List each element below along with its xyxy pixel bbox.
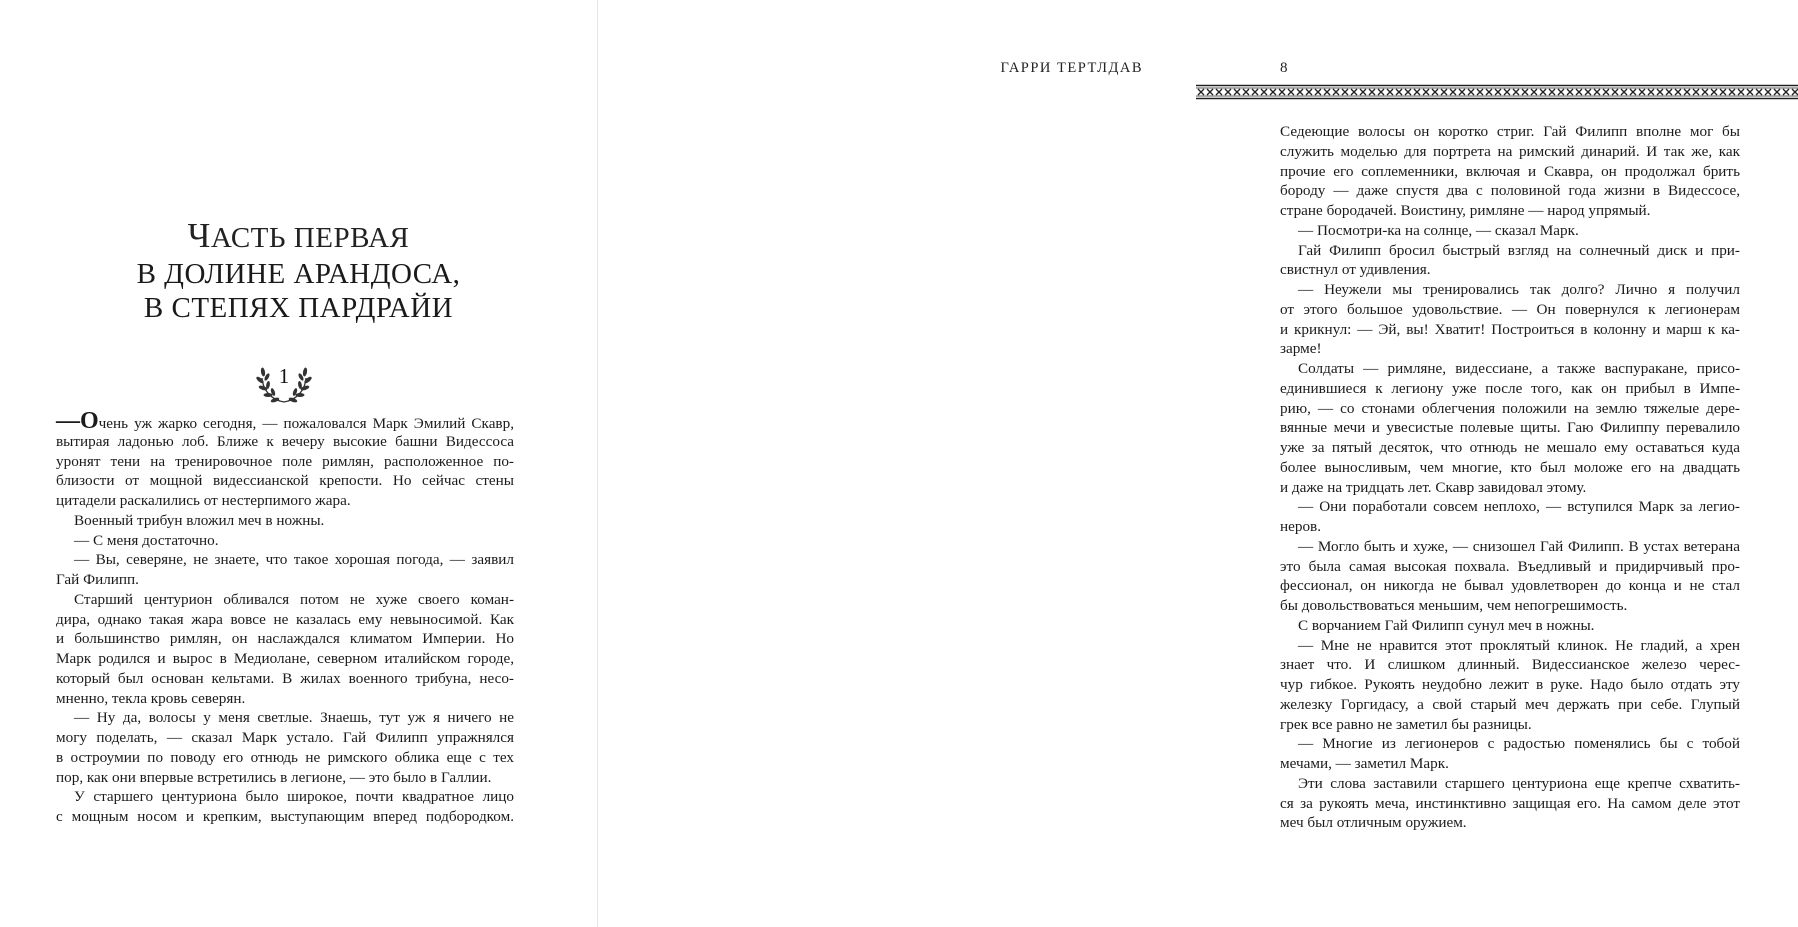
text-line [1280, 636, 1740, 656]
text-line-content: свистнул от удивления. [1280, 261, 1431, 279]
text-line-content: неров. [1280, 518, 1322, 535]
text-line [1280, 616, 1740, 636]
text-line [1280, 774, 1740, 794]
text-line-content: могу поделать, — сказал Марк устало. Гай Филипп упражнялся [56, 729, 514, 746]
text-line-content: — Ну да, волосы у меня светлые. Знаешь, тут уж я ничего не [74, 709, 514, 727]
text-line [56, 649, 514, 669]
text-line-content: Старший центурион обливался потом не хуже своего коман- [74, 590, 514, 608]
text-line-content: Марк родился и вырос в Медиолане, северном италийском городе, [56, 650, 514, 667]
text-line [1280, 221, 1740, 241]
text-line-content: С ворчанием Гай Филипп сунул меч в ножны. [1298, 616, 1595, 634]
text-line [1280, 339, 1740, 359]
text-line-content: грек все равно не заметил бы разницы. [1280, 715, 1532, 733]
text-line [56, 550, 514, 570]
text-line-content: в остроумии по поводу его отнюдь не римского облика еще с тех [56, 748, 514, 766]
text-line-content: — Мне не нравится этот проклятый клинок. Не гладий, а хрен [1298, 636, 1740, 654]
text-line-content: стране бородачей. Воистину, римляне — народ упрямый. [1280, 202, 1651, 219]
text-line [56, 669, 514, 689]
book-title-line: В СТЕПЯХ ПАРДРАЙИ [143, 292, 454, 324]
text-line-content: мненно, текла кровь северян. [56, 689, 246, 707]
text-line [56, 408, 514, 434]
text-line-content: единившиеся к легиону уже после того, как он прибыл в Импе- [1280, 379, 1740, 397]
text-line [1280, 260, 1740, 280]
text-line [56, 689, 514, 709]
text-line-content: Военный трибун вложил меч в ножны. [74, 511, 325, 529]
text-line [1280, 537, 1740, 557]
text-line-content: Эти слова заставили старшего центуриона еще крепче схватить- [1298, 774, 1740, 792]
text-line [1280, 399, 1740, 419]
text-line [1280, 241, 1740, 261]
text-line [1280, 715, 1740, 735]
text-line [56, 452, 514, 472]
text-line [1280, 734, 1740, 754]
text-line-content: более выносливым, чем многие, кто был моложе его на двадцать [1280, 458, 1740, 476]
text-line-content: прочие его соплеменники, включая и Скавра, он продолжал брить [1280, 162, 1740, 180]
text-line [56, 511, 514, 531]
text-line-content: Гай Филипп бросил быстрый взгляд на солнечный диск и при- [1298, 241, 1740, 259]
left-page [0, 0, 597, 927]
text-line-content: железку Горгидасу, а свой старый меч держать при себе. Глупый [1280, 695, 1740, 713]
text-line-content: который был основан кельтами. В жилах военного трибуна, несо- [56, 669, 514, 687]
right-page [598, 0, 1740, 927]
text-line-content: меч был отличным оружием. [1280, 814, 1467, 832]
text-line [1280, 300, 1740, 320]
text-line [1280, 557, 1740, 577]
text-line [56, 728, 514, 748]
text-line-content: — С меня достаточно. [74, 531, 219, 549]
text-line [1280, 596, 1740, 616]
text-line [56, 491, 514, 511]
text-line [1280, 655, 1740, 675]
part-title-rest: АСТЬ ПЕРВАЯ [210, 222, 410, 254]
book-title [0, 257, 597, 325]
right-body-text [1280, 122, 1740, 833]
text-line-content: с мощным носом и крепким, выступающим вперед подбородком. [56, 808, 514, 825]
text-line-content: уронят тени на тренировочное поле римлян, расположенное по- [56, 452, 514, 470]
text-line-content: мечами, — заметил Марк. [1280, 755, 1449, 772]
text-line-content: — Вы, северяне, не знаете, что такое хорошая погода, — заявил [74, 551, 514, 569]
text-line [56, 432, 514, 452]
text-line-content: — Они поработали совсем неплохо, — вступился Марк за легио- [1298, 498, 1740, 516]
text-line-content: дира, однако такая жара вовсе не казалась ему невыносимой. Как [56, 610, 514, 628]
book-title-line: В ДОЛИНЕ АРАНДОСА, [136, 258, 461, 290]
text-line [1280, 122, 1740, 142]
text-line-content: бороду — даже спустя два с половиной года жизни в Видессосе, [1280, 182, 1740, 200]
text-line [56, 748, 514, 768]
text-line [1280, 458, 1740, 478]
text-line-content: уже за пятый десяток, что отнюдь не мешало ему оставаться куда [1280, 439, 1740, 456]
text-line-content: пор, как они впервые встретились в легионе, — это было в Галлии. [56, 768, 492, 786]
part-title-initial: Ч [187, 216, 211, 255]
text-line [56, 768, 514, 788]
text-line [1280, 359, 1740, 379]
text-line [1280, 320, 1740, 340]
text-line-content: и даже на тридцать лет. Скавр завидовал этому. [1280, 478, 1587, 496]
text-line [1280, 418, 1740, 438]
text-line [1280, 280, 1740, 300]
text-line-content: и крикнул: — Эй, вы! Хватит! Построиться в колонну и марш к ка- [1280, 320, 1740, 338]
text-line-content: — Многие из легионеров с радостью поменялись бы с тобой [1298, 735, 1740, 753]
text-line [56, 570, 514, 590]
text-line [1280, 675, 1740, 695]
text-line-content: У старшего центуриона было широкое, почти квадратное лицо [74, 788, 514, 806]
text-line-content: вытирая ладонью лоб. Ближе к вечеру высокие башни Видессоса [56, 432, 514, 450]
text-line-content: ся за рукоять меча, инстинктивно защищая его. На самом деле этот [1280, 794, 1740, 812]
text-line [1280, 201, 1740, 221]
text-line [1280, 813, 1740, 833]
text-line [56, 471, 514, 491]
text-line-content: бы довольствоваться меньшим, чем непогрешимость. [1280, 597, 1628, 614]
text-line [1280, 754, 1740, 774]
text-line [56, 807, 514, 827]
drop-cap: —О [56, 408, 99, 434]
text-line-content: чур гибкое. Рукоять неудобно лежит в руке. Надо было отдать эту [1280, 676, 1740, 693]
ornamental-border [1196, 84, 1798, 100]
chapter-number: 1 [278, 364, 290, 388]
text-line-content: — Посмотри-ка на солнце, — сказал Марк. [1298, 221, 1579, 239]
text-line-content: вянные мечи и увесистые полевые щиты. Гаю Филиппу перевалило [1280, 419, 1740, 437]
text-line-content: это была самая высокая похвала. Въедливый и придирчивый про- [1280, 557, 1740, 575]
left-body-text [56, 408, 514, 827]
text-line [1280, 695, 1740, 715]
text-line [1280, 517, 1740, 537]
text-line [56, 708, 514, 728]
text-line [56, 610, 514, 630]
text-line-content: знает что. И слишком длинный. Видессианское железо черес- [1280, 656, 1740, 674]
text-line-content: рию, — со стонами облегчения положили на землю тяжелые дере- [1280, 399, 1740, 417]
text-line-content: и большинство римлян, он наслаждался климатом Империи. Но [56, 630, 514, 648]
text-line [1280, 497, 1740, 517]
text-line-content: зарме! [1280, 340, 1322, 358]
part-title [0, 216, 597, 256]
text-line [1280, 794, 1740, 814]
running-head: ГАРРИ ТЕРТЛДАВ [1000, 60, 1143, 76]
text-line-content: Солдаты — римляне, видессиане, а также васпуракане, присо- [1298, 360, 1740, 377]
text-line-content: служить моделью для портрета на римский динарий. И так же, как [1280, 142, 1740, 160]
text-line [56, 629, 514, 649]
text-line [1280, 478, 1740, 498]
text-line-content: чень уж жарко сегодня, — пожаловался Марк Эмилий Скавр, [98, 415, 514, 432]
text-line [1280, 379, 1740, 399]
text-line [1280, 181, 1740, 201]
text-line [1280, 142, 1740, 162]
text-line [56, 531, 514, 551]
text-line [1280, 438, 1740, 458]
text-line-content: — Неужели мы тренировались так долго? Лично я получил [1298, 281, 1740, 298]
page-number: 8 [1280, 60, 1288, 76]
text-line-content: от этого большое удовольствие. — Он повернулся к легионерам [1280, 300, 1740, 318]
text-line [56, 590, 514, 610]
text-line-content: цитадели раскалились от нестерпимого жара. [56, 492, 351, 509]
text-line [1280, 162, 1740, 182]
text-line-content: близости от мощной видессианской крепости. Но сейчас стены [56, 472, 514, 490]
text-line-content: Гай Филипп. [56, 571, 139, 588]
text-line-content: фессионал, он никогда не бывал удовлетворен до конца и не стал [1280, 577, 1740, 595]
text-line-content: Седеющие волосы он коротко стриг. Гай Филипп вполне мог бы [1280, 123, 1740, 140]
text-line [1280, 576, 1740, 596]
text-line-content: — Могло быть и хуже, — снизошел Гай Филипп. В устах ветерана [1298, 537, 1740, 555]
text-line [56, 787, 514, 807]
